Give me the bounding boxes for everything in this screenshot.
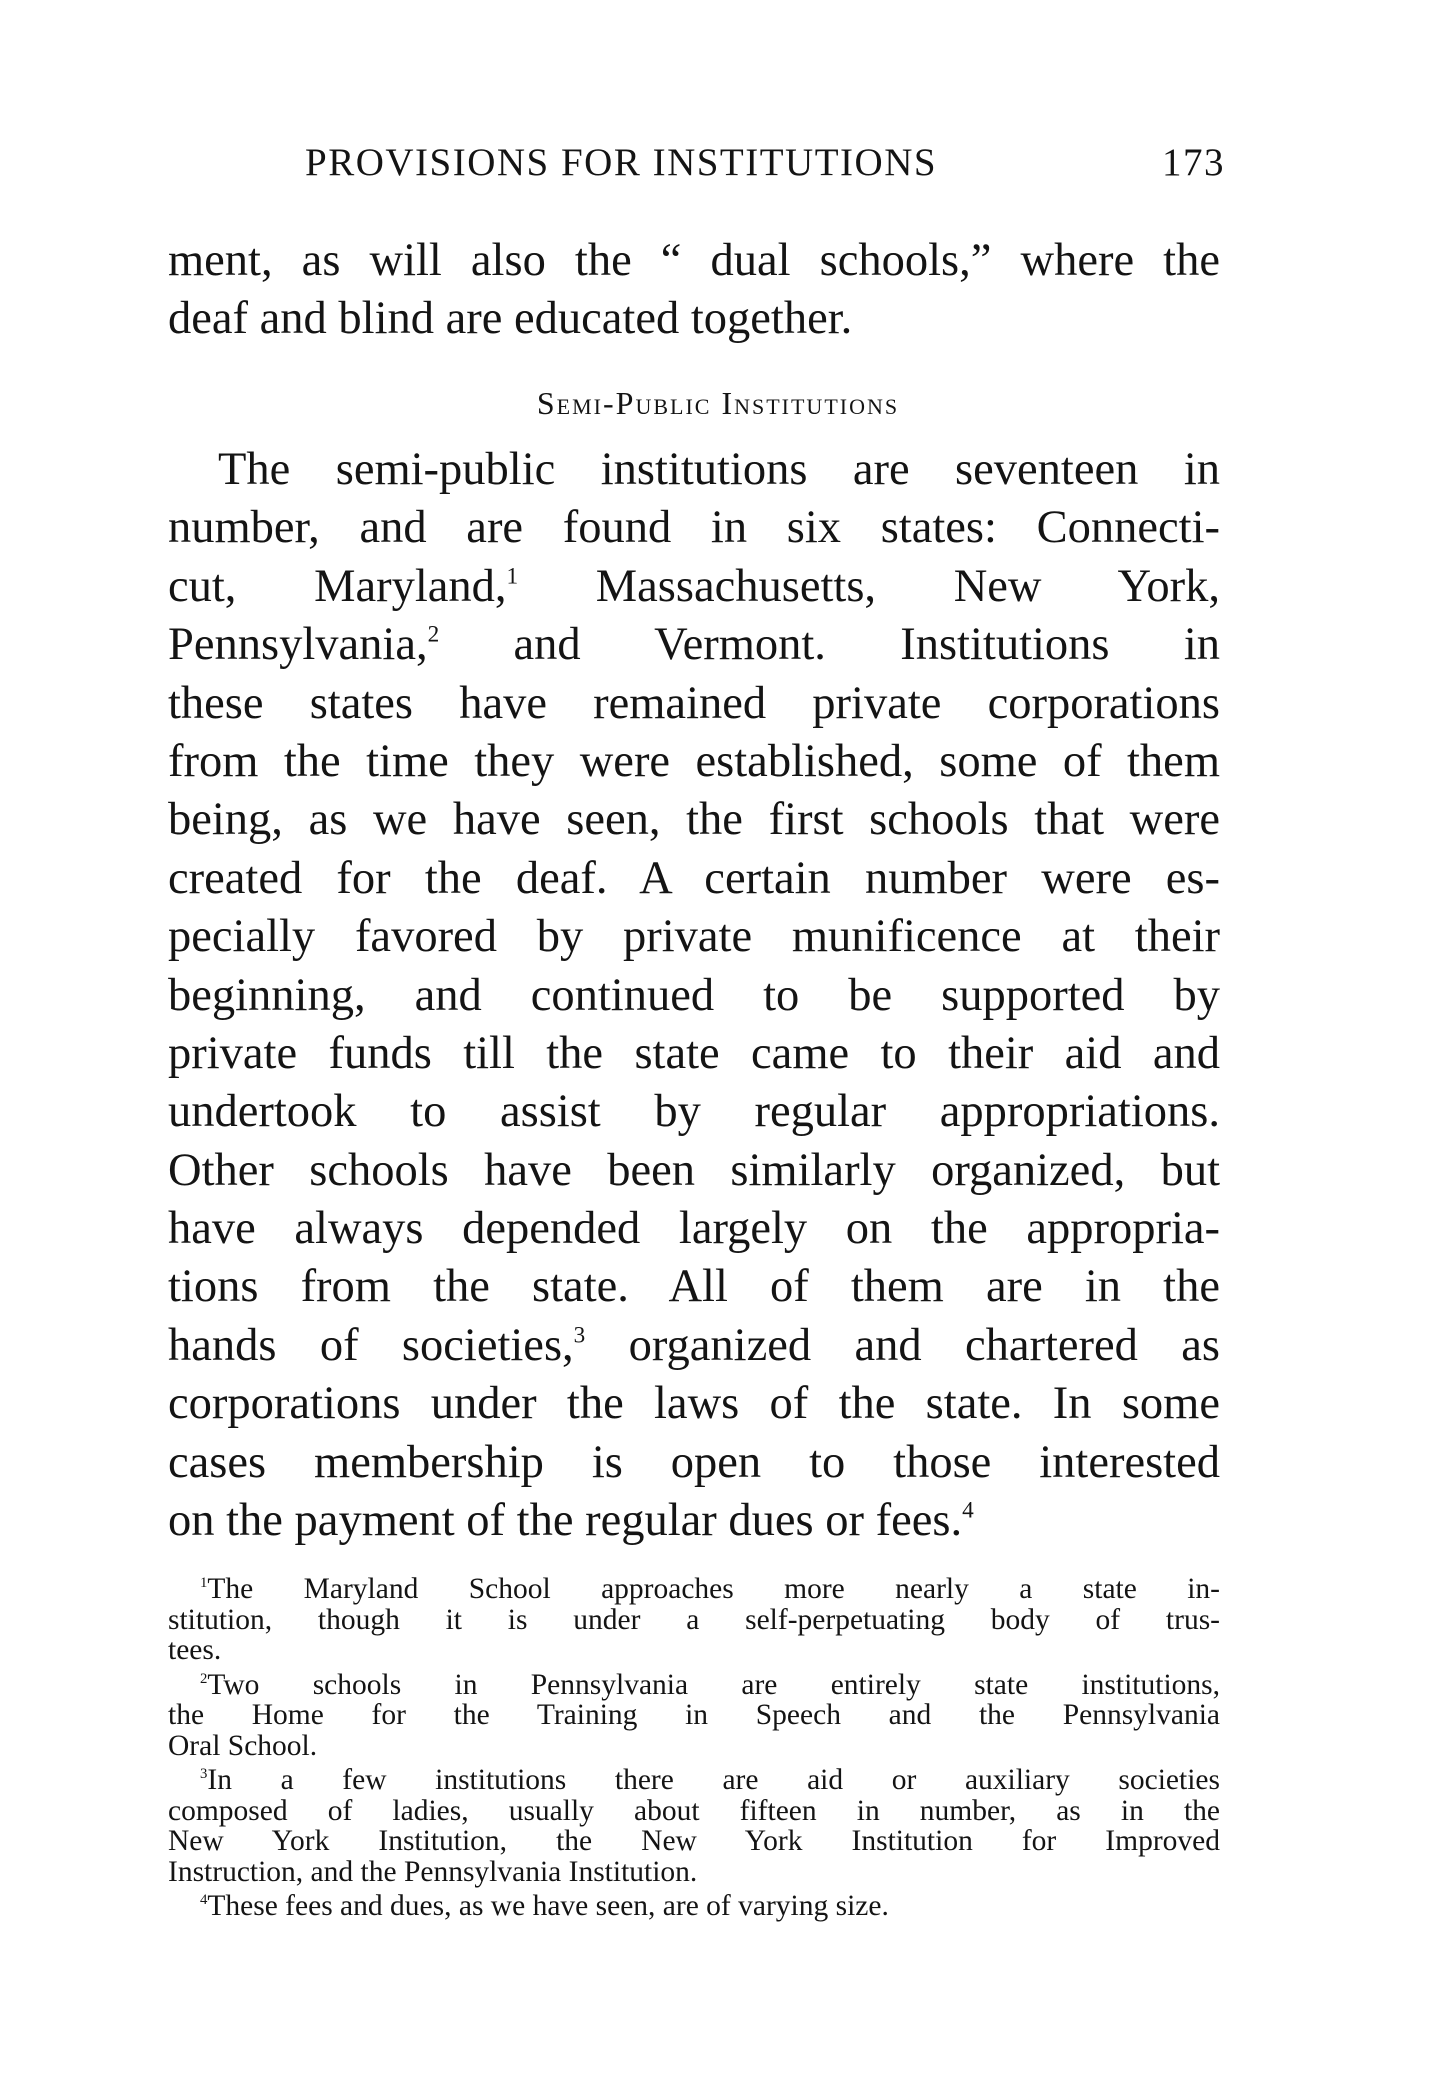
footnote-3 xyxy=(168,1765,1220,1887)
footnote-marker: 4 xyxy=(200,1891,208,1908)
running-head-title: PROVISIONS FOR INSTITUTIONS xyxy=(305,141,938,184)
footnote-2 xyxy=(168,1670,1220,1762)
footnote-line: composed of ladies, usually about fifteen in number, as in the xyxy=(168,1794,1220,1827)
text-line: undertook to assist by regular appropriations. xyxy=(168,1086,1220,1138)
footnote-line xyxy=(168,1765,1220,1796)
text-line: these states have remained private corporations xyxy=(168,677,1220,729)
text-fragment: organized and chartered as xyxy=(585,1319,1220,1371)
footnote-line xyxy=(168,1891,1220,1922)
footnotes xyxy=(168,1574,1220,1922)
footnote-line: tees. xyxy=(168,1634,222,1666)
text-fragment: These fees and dues, as we have seen, are of varying size. xyxy=(207,1890,889,1922)
text-line: tions from the state. All of them are in the xyxy=(168,1261,1220,1313)
text-line xyxy=(168,1492,1220,1550)
text-line: private funds till the state came to their aid and xyxy=(168,1027,1220,1079)
text-line: from the time they were established, some of them xyxy=(168,735,1220,787)
running-head xyxy=(305,138,1225,188)
text-line: The semi-public institutions are seventeen in xyxy=(218,444,1220,495)
text-line: number, and are found in six states: Connecti- xyxy=(168,502,1220,554)
continued-paragraph xyxy=(168,232,1220,349)
footnote-marker: 2 xyxy=(200,1670,208,1687)
footnote-marker: 3 xyxy=(200,1765,208,1782)
main-paragraph xyxy=(168,441,1220,1550)
text-line: have always depended largely on the appropria- xyxy=(168,1203,1220,1255)
footnote-1 xyxy=(168,1574,1220,1666)
footnote-ref-1[interactable]: 1 xyxy=(506,563,519,590)
footnote-line: Oral School. xyxy=(168,1729,318,1762)
footnote-marker: 1 xyxy=(200,1574,208,1591)
text-line: corporations under the laws of the state. In some xyxy=(168,1378,1220,1430)
text-fragment: Pennsylvania, xyxy=(168,619,428,671)
page-number: 173 xyxy=(1162,141,1225,184)
footnote-ref-3[interactable]: 3 xyxy=(573,1322,586,1349)
footnote-ref-2[interactable]: 2 xyxy=(427,621,440,648)
text-fragment: on the payment of the regular dues or fees. xyxy=(168,1495,963,1547)
footnote-ref-4[interactable]: 4 xyxy=(962,1497,974,1524)
text-fragment: Massachusetts, New York, xyxy=(518,560,1220,612)
footnote-4 xyxy=(168,1891,1220,1922)
section-heading: Semi-Public Institutions xyxy=(536,385,900,421)
text-line: cases membership is open to those interested xyxy=(168,1436,1220,1488)
footnote-line: New York Institution, the New York Institution for Improved xyxy=(168,1825,1220,1857)
text-fragment: hands of societies, xyxy=(168,1319,574,1371)
text-fragment: The Maryland School approaches more nearly a state in- xyxy=(207,1573,1220,1605)
footnote-line xyxy=(168,1574,1220,1605)
footnote-line: Instruction, and the Pennsylvania Institution. xyxy=(168,1855,698,1888)
text-line: pecially favored by private munificence at their xyxy=(168,911,1220,963)
footnote-line: the Home for the Training in Speech and the Pennsylvania xyxy=(168,1699,1220,1731)
text-fragment: and Vermont. Institutions in xyxy=(439,619,1220,671)
footnote-line: stitution, though it is under a self-perpetuating body of trus- xyxy=(168,1603,1220,1636)
text-line: deaf and blind are educated together. xyxy=(168,293,853,345)
text-line xyxy=(168,558,1220,616)
text-line: Other schools have been similarly organized, but xyxy=(168,1144,1220,1196)
text-line: beginning, and continued to be supported by xyxy=(168,969,1220,1021)
text-line: created for the deaf. A certain number were es- xyxy=(168,852,1220,904)
text-fragment: cut, Maryland, xyxy=(168,560,507,612)
text-fragment: Two schools in Pennsylvania are entirely state institutions, xyxy=(207,1668,1220,1701)
text-line xyxy=(168,616,1220,674)
footnote-line xyxy=(168,1670,1220,1701)
text-line: ment, as will also the “ dual schools,” where the xyxy=(168,235,1220,286)
text-fragment: In a few institutions there are aid or auxiliary societies xyxy=(207,1764,1220,1796)
text-line xyxy=(168,1317,1220,1375)
text-line: being, as we have seen, the first schools that were xyxy=(168,794,1220,846)
